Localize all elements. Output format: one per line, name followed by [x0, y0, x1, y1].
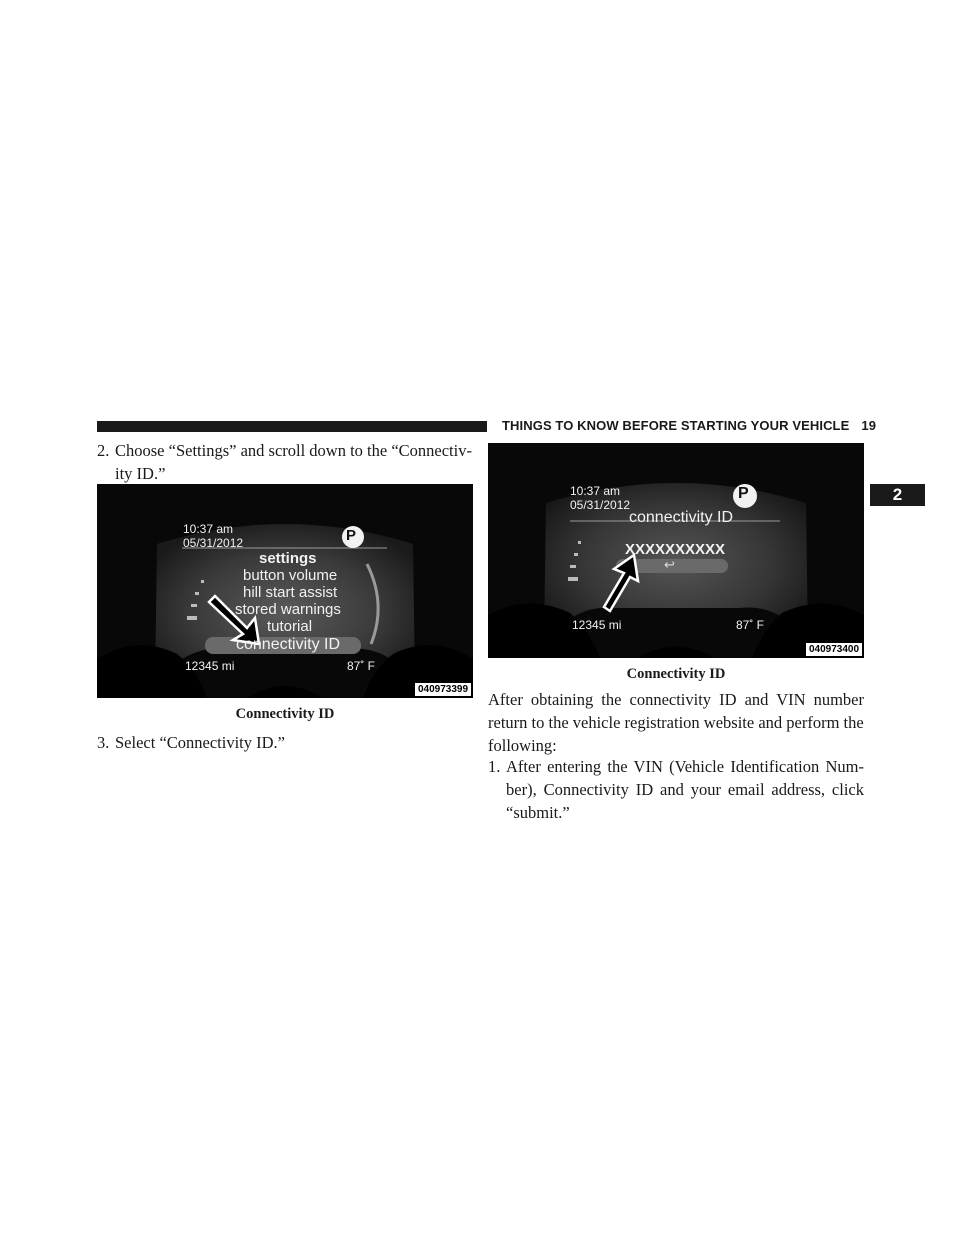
outside-temperature: 87˚ F — [736, 618, 765, 632]
settings-screen-image — [97, 484, 473, 698]
figure-caption: Connectivity ID — [235, 706, 335, 722]
step-text-line1: Choose “Settings” and scroll down to the “Connectiv- — [115, 441, 472, 460]
park-symbol: P — [738, 485, 749, 502]
connectivity-id-screen-image — [488, 443, 864, 658]
menu-title: settings — [259, 550, 317, 567]
step-1 — [488, 755, 864, 824]
step-number: 2. — [97, 441, 110, 460]
back-arrow-icon: ↩ — [664, 557, 675, 572]
step-text-line2: ber), Connectivity ID and your email address, click — [506, 780, 864, 799]
image-code: 040973399 — [414, 682, 472, 697]
connectivity-id-value: XXXXXXXXXX — [625, 541, 726, 558]
menu-item-button-volume: button volume — [243, 567, 338, 584]
step-text-line3: “submit.” — [506, 803, 570, 822]
figure-caption: Connectivity ID — [626, 666, 726, 682]
page-number: 19 — [861, 418, 877, 433]
image-code: 040973400 — [805, 642, 863, 657]
chapter-tab: 2 — [870, 484, 925, 506]
clock-time: 10:37 am — [570, 484, 621, 498]
step-2 — [97, 439, 477, 485]
intro-paragraph — [488, 688, 864, 757]
step-3 — [97, 731, 477, 754]
step-number: 1. — [488, 757, 501, 776]
intro-line3: following: — [488, 736, 557, 755]
menu-item-hill-start-assist: hill start assist — [243, 584, 338, 601]
step-text: Select “Connectivity ID.” — [115, 733, 285, 752]
date-display: 05/31/2012 — [183, 536, 244, 550]
intro-line2: return to the vehicle registration website and perform the — [488, 713, 864, 732]
section-title: THINGS TO KNOW BEFORE STARTING YOUR VEHICLE — [502, 418, 850, 433]
menu-item-connectivity-id: connectivity ID — [236, 636, 341, 653]
menu-item-tutorial: tutorial — [267, 618, 313, 635]
clock-time: 10:37 am — [183, 522, 234, 536]
outside-temperature: 87˚ F — [347, 659, 376, 673]
odometer: 12345 mi — [572, 618, 622, 632]
step-text-line1: After entering the VIN (Vehicle Identification Num- — [506, 757, 864, 776]
intro-line1: After obtaining the connectivity ID and VIN number — [488, 690, 864, 709]
park-symbol: P — [346, 527, 357, 544]
header-rule — [97, 421, 487, 432]
odometer: 12345 mi — [185, 659, 235, 673]
running-header — [502, 418, 876, 433]
menu-item-stored-warnings: stored warnings — [235, 601, 341, 618]
date-display: 05/31/2012 — [570, 498, 631, 512]
screen-title: connectivity ID — [629, 509, 734, 526]
step-text-line2: ity ID.” — [115, 464, 166, 483]
step-number: 3. — [97, 733, 110, 752]
